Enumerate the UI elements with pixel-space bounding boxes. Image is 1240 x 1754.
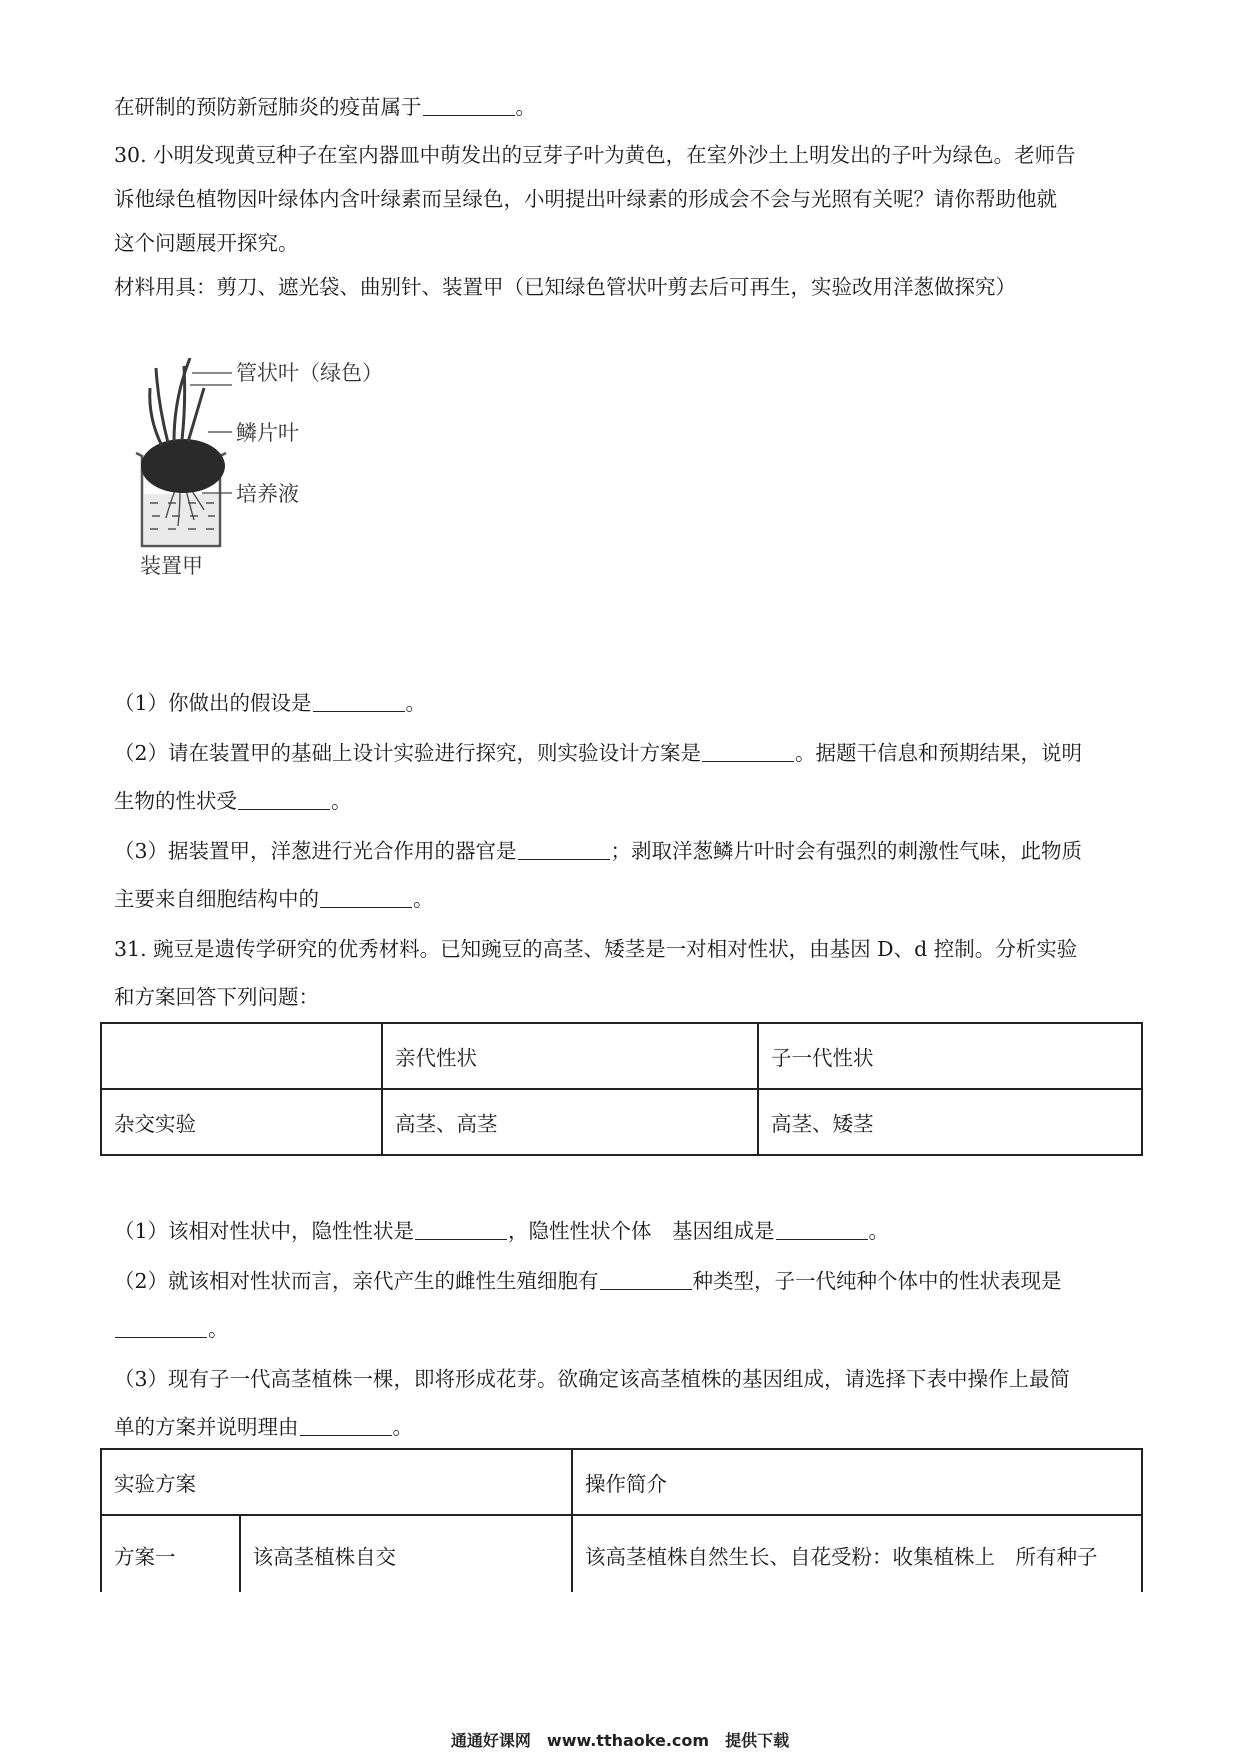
punctuation: 。 [392, 1415, 413, 1439]
q31-sub2-text: （2）就该相对性状而言，亲代产生的雌性生殖细胞有 [114, 1269, 599, 1293]
q31-sub3-line-2 [114, 1414, 1134, 1440]
punctuation: 。 [413, 887, 434, 911]
answer-blank [415, 1221, 507, 1240]
q31-sub2-line-1 [114, 1268, 1134, 1294]
table-cell [101, 1023, 382, 1089]
scale-leaf-bulb [141, 439, 225, 493]
q30-sub2-text-2: 生物的性状受 [114, 789, 237, 813]
punctuation: 。 [208, 1317, 229, 1341]
table-header-cell: 操作简介 [572, 1449, 1142, 1515]
q31-sub3-text: 单的方案并说明理由 [114, 1415, 299, 1439]
table-header-cell: 实验方案 [101, 1449, 572, 1515]
table-header-cell: 子一代性状 [758, 1023, 1142, 1089]
q30-sub3-text: （3）据装置甲，洋葱进行光合作用的器官是 [114, 839, 517, 863]
q30-sub1 [114, 690, 1134, 716]
device-jia-figure [128, 358, 428, 608]
answer-blank [776, 1221, 868, 1240]
table-header-row [101, 1449, 1142, 1515]
q31-sub2-text-cont: 种类型，子一代纯种个体中的性状表现是 [692, 1269, 1062, 1293]
q30-sub2-line-2 [114, 788, 1134, 814]
punctuation: 。 [868, 1219, 890, 1243]
q30-stem-line-1: 30. 小明发现黄豆种子在室内器皿中萌发出的豆芽子叶为黄色，在室外沙土上明发出的子叶为绿色。老师告 [114, 143, 1076, 167]
q31-sub1-text-cont: ，隐性性状个体 基因组成是 [508, 1219, 775, 1243]
table-row [101, 1515, 1142, 1592]
table-header-cell: 亲代性状 [382, 1023, 758, 1089]
culture-liquid [144, 494, 218, 544]
figure-caption: 装置甲 [140, 554, 203, 578]
vaccine-question-line [114, 94, 1134, 120]
vaccine-question-text: 在研制的预防新冠肺炎的疫苗属于 [114, 95, 422, 119]
answer-blank [320, 889, 412, 908]
onion-beaker-illustration [128, 358, 428, 608]
culture-liquid-label: 培养液 [236, 482, 299, 506]
scale-leaf-label: 鳞片叶 [236, 421, 299, 445]
punctuation: 。 [405, 691, 427, 715]
answer-blank [518, 841, 610, 860]
table-cell: 杂交实验 [101, 1089, 382, 1155]
answer-blank [702, 743, 794, 762]
table-header-row [101, 1023, 1142, 1089]
q31-sub2-line-2 [114, 1316, 1134, 1342]
q31-sub1-text: （1）该相对性状中，隐性性状是 [114, 1219, 415, 1243]
answer-blank [600, 1271, 692, 1290]
answer-blank [300, 1417, 392, 1436]
table-cell: 高茎、矮茎 [758, 1089, 1142, 1155]
q30-sub3-line-1 [114, 838, 1134, 864]
q30-sub1-text: （1）你做出的假设是 [114, 691, 312, 715]
answer-blank [115, 1319, 207, 1338]
q30-stem-line-2: 诉他绿色植物因叶绿体内含叶绿素而呈绿色，小明提出叶绿素的形成会不会与光照有关呢？请你帮助他就 [114, 187, 1057, 211]
q30-sub2-text: （2）请在装置甲的基础上设计实验进行探究，则实验设计方案是 [114, 741, 702, 765]
q30-stem-line-3: 这个问题展开探究。 [114, 231, 299, 255]
page-footer: 通通好课网 www.tthaoke.com 提供下载 [450, 1731, 790, 1750]
q31-sub3-line-1: （3）现有子一代高茎植株一棵，即将形成花芽。欲确定该高茎植株的基因组成，请选择下表中操作上最简 [114, 1367, 1071, 1391]
q30-sub3-line-2 [114, 886, 1134, 912]
q30-sub2-line-1 [114, 740, 1134, 766]
q31-stem-line-2: 和方案回答下列问题： [114, 985, 319, 1009]
tubular-leaf-label: 管状叶（绿色） [236, 361, 383, 385]
q31-sub1 [114, 1218, 1134, 1244]
table-row [101, 1089, 1142, 1155]
answer-blank [423, 97, 515, 116]
table-cell: 方案一 [101, 1515, 240, 1592]
hybrid-experiment-table [100, 1022, 1143, 1156]
answer-blank [238, 791, 330, 810]
q31-stem-line-1: 31. 豌豆是遗传学研究的优秀材料。已知豌豆的高茎、矮茎是一对相对性状，由基因 D、d 控制。分析实验 [114, 937, 1078, 961]
plan-table-wrapper [100, 1448, 1143, 1592]
q30-materials: 材料用具：剪刀、遮光袋、曲别针、装置甲（已知绿色管状叶剪去后可再生，实验改用洋葱做探究） [114, 275, 1016, 299]
answer-blank [313, 693, 405, 712]
tubular-leaves [150, 358, 204, 446]
experiment-plan-table [100, 1448, 1143, 1592]
punctuation: 。 [515, 95, 536, 119]
table-cell: 高茎、高茎 [382, 1089, 758, 1155]
table-cell: 该高茎植株自然生长、自花受粉：收集植株上 所有种子 [572, 1515, 1142, 1592]
punctuation: 。 [331, 789, 352, 813]
q30-sub3-text-2: 主要来自细胞结构中的 [114, 887, 319, 911]
q30-sub3-text-cont: ；剥取洋葱鳞片叶时会有强烈的刺激性气味，此物质 [610, 839, 1083, 863]
table-cell: 该高茎植株自交 [240, 1515, 572, 1592]
q30-sub2-text-cont: 。据题干信息和预期结果，说明 [795, 741, 1083, 765]
